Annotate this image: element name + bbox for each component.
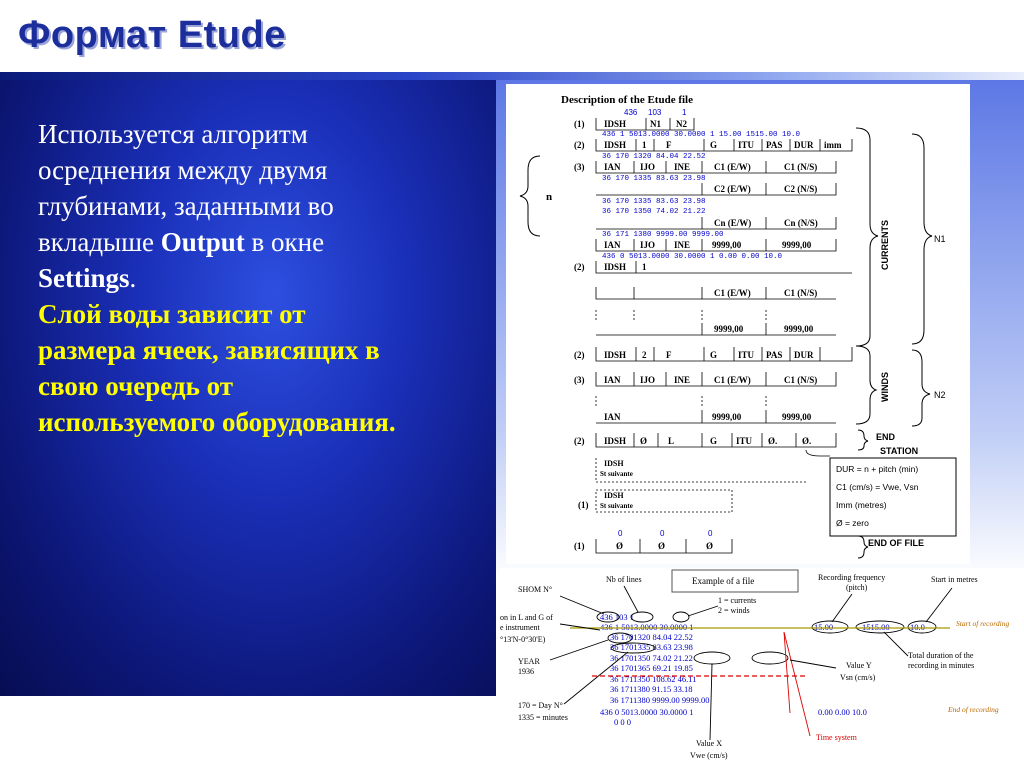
day-label: 170 = Day N°	[518, 701, 563, 710]
field-label: 1	[642, 140, 647, 150]
year-label: 1936	[518, 667, 534, 676]
row1-val: 103	[648, 108, 662, 117]
total-duration-label: recording in minutes	[908, 661, 975, 670]
field-label: Ø.	[802, 436, 812, 446]
highlight-line: Слой воды зависит от	[38, 299, 306, 329]
currents-label: CURRENTS	[880, 219, 890, 270]
field-label: ITU	[736, 436, 753, 446]
field-label: C2 (E/W)	[714, 184, 751, 194]
currents-brace	[856, 128, 878, 346]
file-line: 0 0 0	[614, 717, 631, 727]
end-of-file-label: END OF FILE	[868, 538, 924, 548]
body-text	[38, 116, 494, 440]
station-arrow	[806, 450, 830, 456]
end-recording-label: End of recording	[948, 705, 999, 714]
row-number: (2)	[574, 350, 585, 360]
row-number: (2)	[574, 436, 585, 446]
winds-code-label: 2 = winds	[718, 606, 750, 615]
field-label: Ø	[658, 541, 666, 551]
end-label: END	[876, 432, 896, 442]
field-label: 9999,00	[712, 412, 742, 422]
row-values: 36 170 1335 83.63 23.98	[602, 198, 706, 206]
year-label: YEAR	[518, 657, 540, 666]
brace-label-n: n	[546, 191, 553, 203]
field-label: imm	[824, 140, 842, 150]
duration-value: 1515.00	[862, 622, 890, 632]
field-label: N2	[676, 119, 687, 129]
file-line: 36 1701365 69.21 19.85	[610, 663, 693, 673]
field-label: IAN	[604, 240, 621, 250]
depth-label: Start in metres	[931, 575, 978, 584]
row-values: 36 171 1380 9999.00 9999.00	[602, 231, 724, 239]
field-label: IJO	[640, 162, 656, 172]
field-label: DUR	[794, 140, 814, 150]
field-label: G	[710, 140, 718, 150]
n2-brace	[912, 350, 930, 426]
field-label: Ø	[640, 436, 648, 446]
example-title: Example of a file	[692, 576, 755, 586]
pitch-value: 15.00	[814, 622, 834, 632]
day-label: 1335 = minutes	[518, 713, 568, 722]
row-number: (3)	[574, 375, 585, 385]
highlight-line: используемого оборудования.	[38, 407, 396, 437]
row-grid	[596, 310, 766, 322]
row1-val: 436	[624, 108, 638, 117]
callout-arrow	[926, 588, 952, 622]
body-line: осреднения между двумя	[38, 155, 328, 185]
callout-arrow	[624, 586, 638, 612]
start-recording-label: Start of recording	[956, 619, 1010, 628]
row-val: 0	[618, 529, 623, 538]
depth-value: 10.0	[910, 622, 925, 632]
field-label: INE	[674, 375, 691, 385]
field-label: Cn (E/W)	[714, 218, 752, 228]
example-diagram-svg	[500, 568, 1024, 768]
field-label: PAS	[766, 140, 783, 150]
field-label: Ø	[706, 541, 714, 551]
total-duration-label: Total duration of the	[908, 651, 974, 660]
field-label: N1	[650, 119, 661, 129]
field-label: IDSH	[604, 262, 627, 272]
body-text-span: .	[129, 263, 137, 293]
value-x-label: Value X	[696, 739, 722, 748]
field-label: C1 (E/W)	[714, 288, 751, 298]
field-label: Cn (N/S)	[784, 218, 818, 228]
example-file-figure	[500, 568, 1024, 768]
body-line: Используется алгоритм	[38, 119, 308, 149]
row-val: 0	[708, 529, 713, 538]
field-label: ITU	[738, 350, 755, 360]
field-label: G	[710, 350, 718, 360]
field-label: IDSH	[604, 350, 627, 360]
row-values: 36 170 1350 74.02 21.22	[602, 208, 706, 216]
field-label: C1 (N/S)	[784, 288, 818, 298]
callout-arrow	[884, 632, 908, 656]
legend-line: C1 (cm/s) = Vwe, Vsn	[836, 482, 919, 492]
position-label: °13'N-0°30'E)	[500, 635, 546, 644]
end-brace	[858, 430, 868, 450]
callout-ellipse	[752, 652, 788, 664]
body-line	[38, 260, 494, 296]
field-label: C1 (N/S)	[784, 375, 818, 385]
row-values: 436 1 5013.0000 30.0000 1 15.00 1515.00 10.0	[602, 131, 801, 139]
field-label: IDSH	[604, 140, 627, 150]
callout-arrow	[550, 640, 608, 660]
file-line: 436 0 5013.0000 30.0000 1	[600, 707, 694, 717]
row-number: (1)	[574, 541, 585, 551]
row-values: 436 0 5013.0000 30.0000 1 0.00 0.00 10.0	[602, 253, 783, 261]
shom-label: SHOM N°	[518, 585, 553, 594]
callout-arrow	[790, 660, 836, 668]
position-label: e instrument	[500, 623, 540, 632]
callout-arrow	[832, 594, 852, 622]
file-line: 436 1 5013.0000 30.0000 1	[600, 622, 694, 632]
highlight-line: размера ячеек, зависящих в	[38, 335, 380, 365]
callout-arrow	[560, 624, 600, 630]
field-label: C1 (E/W)	[714, 162, 751, 172]
field-label: 9999,00	[714, 324, 744, 334]
position-label: on in L and G of	[500, 613, 553, 622]
callout-ellipse	[631, 612, 653, 622]
row-val: 0	[660, 529, 665, 538]
station-label: STATION	[880, 446, 919, 456]
figure-heading: Description of the Etude file	[561, 94, 693, 106]
callout-ellipse	[673, 612, 689, 622]
field-label: Ø	[616, 541, 624, 551]
callout-ellipse	[694, 652, 730, 664]
body-line: глубинами, заданными во	[38, 191, 334, 221]
file-line: 36 1701350 74.02 21.22	[610, 653, 693, 663]
field-label: IDSH	[604, 119, 627, 129]
row-grid	[596, 347, 852, 361]
row-number: (2)	[574, 262, 585, 272]
field-label: IDSH	[604, 436, 627, 446]
field-label: IAN	[604, 412, 621, 422]
etude-description-figure	[506, 84, 970, 564]
row-grid	[596, 139, 852, 151]
field-label: C1 (E/W)	[714, 375, 751, 385]
n1-brace	[912, 134, 932, 344]
field-label: PAS	[766, 350, 783, 360]
nb-lines-label: Nb of lines	[606, 575, 642, 584]
rec-freq-label: (pitch)	[846, 583, 868, 592]
field-label: INE	[674, 240, 691, 250]
field-label: ITU	[738, 140, 755, 150]
value-y-label: Value Y	[846, 661, 872, 670]
field-label: IAN	[604, 162, 621, 172]
field-label: 9999,00	[712, 240, 742, 250]
field-label: IAN	[604, 375, 621, 385]
highlight-line: свою очередь от	[38, 371, 234, 401]
callout-arrow	[710, 664, 712, 740]
value-x-label: Vwe (cm/s)	[690, 751, 728, 760]
callout-arrow	[688, 606, 718, 616]
n2-label: N2	[934, 390, 946, 400]
title-underline-bar	[0, 72, 1024, 80]
field-label: F	[666, 350, 672, 360]
field-label: IJO	[640, 375, 656, 385]
row-grid	[596, 261, 852, 273]
n-brace	[520, 156, 540, 236]
file-line: 36 1711380 9999.00 9999.00	[610, 695, 710, 705]
legend-line: Ø = zero	[836, 518, 869, 528]
field-label: C1 (N/S)	[784, 162, 818, 172]
row-number: (3)	[574, 162, 585, 172]
etude-diagram-svg	[506, 84, 970, 564]
callout-arrow	[560, 596, 604, 614]
row-number: (1)	[574, 119, 585, 129]
file-line: 36 1711380 91.15 33.18	[610, 684, 693, 694]
field-label: 1	[642, 262, 647, 272]
st-label: IDSH	[604, 491, 624, 500]
field-label: L	[668, 436, 675, 446]
file-line: 36 1711350 108.62 46.11	[610, 674, 697, 684]
field-label: INE	[674, 162, 691, 172]
legend-line: DUR = n + pitch (min)	[836, 464, 919, 474]
rec-freq-label: Recording frequency	[818, 573, 886, 582]
currents-code-label: 1 = currents	[718, 596, 757, 605]
file-line: 36 1701335 83.63 23.98	[610, 642, 693, 652]
settings-keyword: Settings	[38, 263, 130, 293]
winds-label: WINDS	[880, 372, 890, 402]
body-line	[38, 224, 494, 260]
row-grid	[596, 396, 766, 408]
field-label: C2 (N/S)	[784, 184, 818, 194]
file-line: 36 1701320 84.04 22.52	[610, 632, 693, 642]
field-label: 9999,00	[784, 324, 814, 334]
file-line: 436 103 1	[600, 612, 634, 622]
time-system-label: Time system	[816, 733, 857, 742]
slide-title: Формат Etude	[18, 14, 286, 56]
row-number: (2)	[574, 140, 585, 150]
end-values: 0.00 0.00 10.0	[818, 707, 867, 717]
field-label: G	[710, 436, 718, 446]
field-label: DUR	[794, 350, 814, 360]
row-values: 36 170 1335 83.63 23.98	[602, 175, 706, 183]
field-label: F	[666, 140, 672, 150]
winds-brace	[856, 346, 876, 424]
st-label: St suivante	[600, 502, 633, 510]
field-label: 9999,00	[782, 412, 812, 422]
row1-val: 1	[682, 108, 687, 117]
value-y-label: Vsn (cm/s)	[840, 673, 876, 682]
st-label: St suivante	[600, 470, 633, 478]
n1-label: N1	[934, 234, 946, 244]
row-values: 36 170 1320 84.04 22.52	[602, 153, 706, 161]
body-text-span: вкладыше	[38, 227, 161, 257]
field-label: IJO	[640, 240, 656, 250]
field-label: Ø.	[768, 436, 778, 446]
row-number: (1)	[578, 500, 589, 510]
output-keyword: Output	[160, 227, 245, 257]
st-label: IDSH	[604, 459, 624, 468]
body-text-span: в окне	[244, 227, 325, 257]
field-label: 2	[642, 350, 647, 360]
legend-line: Imm (metres)	[836, 500, 887, 510]
field-label: 9999,00	[782, 240, 812, 250]
eof-brace	[858, 536, 868, 558]
